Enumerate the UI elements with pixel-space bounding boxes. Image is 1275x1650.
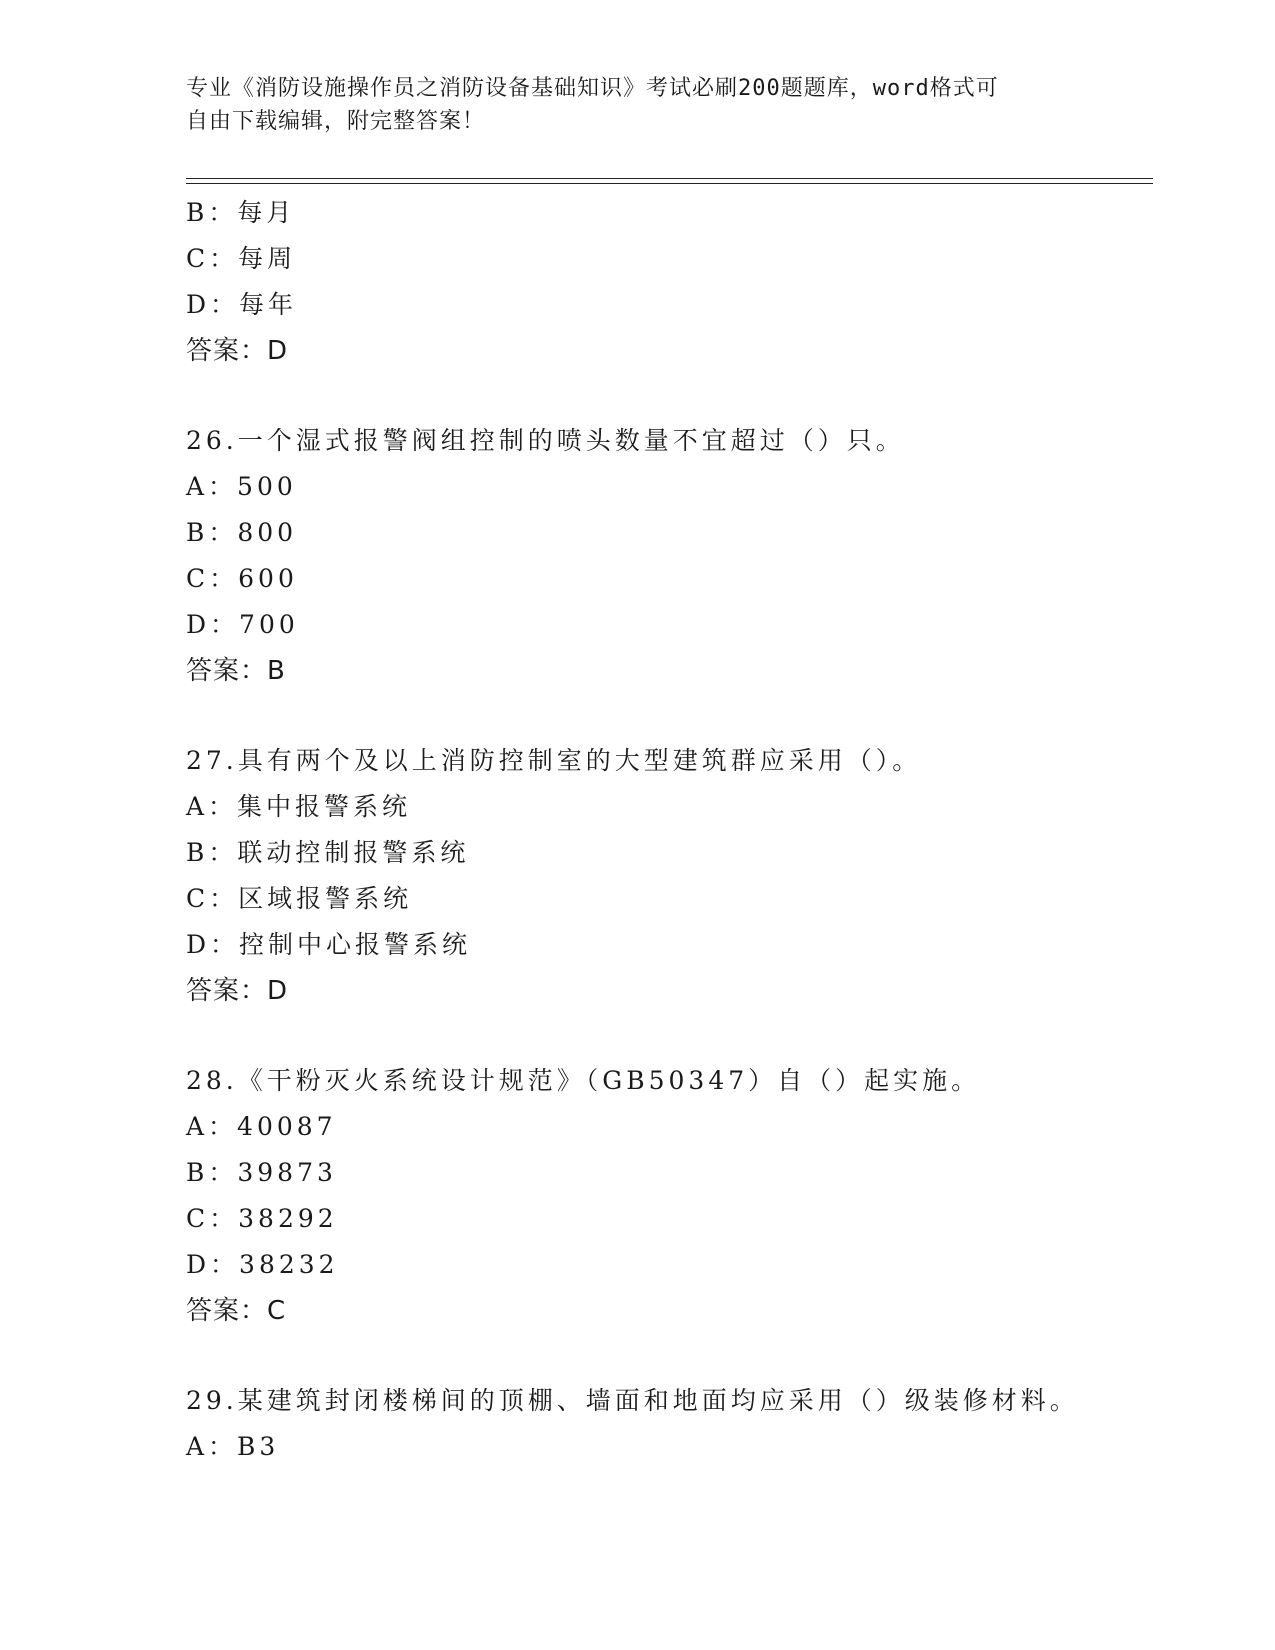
question-stem: 26.一个湿式报警阀组控制的喷头数量不宜超过（）只。	[186, 426, 905, 455]
option-b: B：39873	[186, 1158, 337, 1187]
option-a: A：40087	[186, 1112, 337, 1141]
option-d: D：每年	[186, 290, 298, 319]
header-line-2: 自由下载编辑，附完整答案！	[186, 109, 486, 134]
option-a: A：B3	[186, 1432, 280, 1461]
question-29	[186, 1378, 1153, 1470]
question-stem: 29.某建筑封闭楼梯间的顶棚、墙面和地面均应采用（）级装修材料。	[186, 1386, 1079, 1415]
answer-line: 答案：D	[186, 976, 289, 1006]
option-c: C：区域报警系统	[186, 884, 413, 913]
question-stem: 27.具有两个及以上消防控制室的大型建筑群应采用（）。	[186, 746, 922, 775]
option-b: B：每月	[186, 198, 296, 227]
option-d: D：控制中心报警系统	[186, 930, 472, 959]
answer-line: 答案：C	[186, 1296, 287, 1326]
option-b: B：800	[186, 518, 298, 547]
header-line-1: 专业《消防设施操作员之消防设备基础知识》考试必刷200题题库，word格式可	[186, 76, 999, 101]
option-c: C：每周	[186, 244, 297, 273]
header-divider-top	[186, 178, 1153, 179]
option-d: D：38232	[186, 1250, 339, 1279]
option-a: A：集中报警系统	[186, 792, 412, 821]
answer-line: 答案：D	[186, 336, 289, 366]
option-c: C：600	[186, 564, 298, 593]
question-28	[186, 1058, 1153, 1334]
answer-line: 答案：B	[186, 656, 286, 686]
option-a: A：500	[186, 472, 297, 501]
question-25-continued	[186, 190, 1153, 374]
question-stem: 28.《干粉灭火系统设计规范》（GB50347）自（）起实施。	[186, 1066, 981, 1095]
option-d: D：700	[186, 610, 299, 639]
option-b: B：联动控制报警系统	[186, 838, 470, 867]
option-c: C：38292	[186, 1204, 338, 1233]
document-header	[186, 72, 1086, 138]
question-list	[186, 190, 1153, 1470]
header-divider-bottom	[186, 183, 1153, 184]
question-26	[186, 418, 1153, 694]
question-27	[186, 738, 1153, 1014]
